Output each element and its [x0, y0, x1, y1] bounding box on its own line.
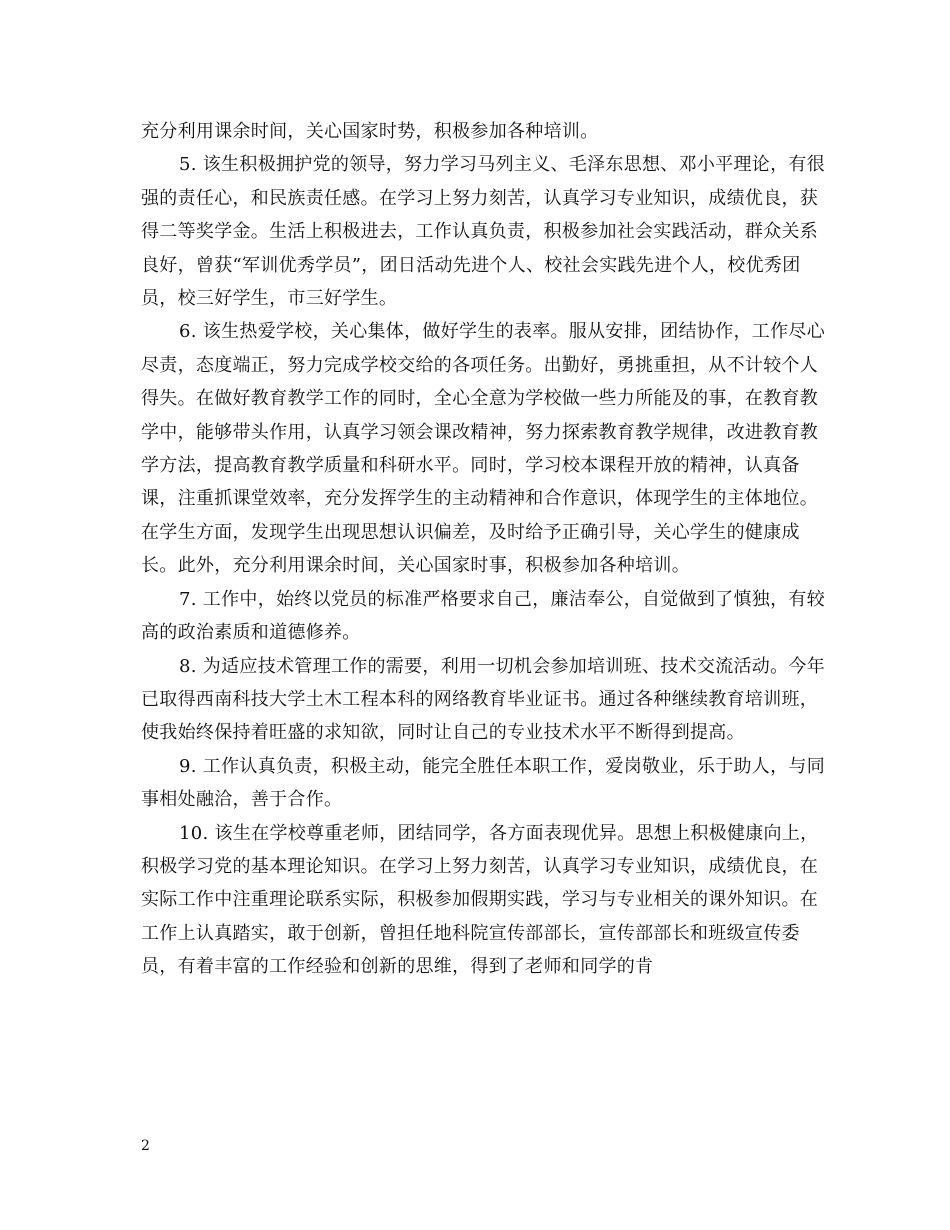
paragraph-continuation: 充分利用课余时间，关心国家时势，积极参加各种培训。 [141, 121, 599, 142]
paragraph-item-5: 5. 该生积极拥护党的领导，努力学习马列主义、毛泽东思想、邓小平理论，有很强的责任心，和民族责任感。在学习上努力刻苦，认真学习专业知识，成绩优良，获得二等奖学金。生活上积极进去，工作认真负责，积极参加社会实践活动，群众关系良好，曾获“军训优秀学员”，团日活动先进个人、校社会实践先进个人，校优秀团员，校三好学生，市三好学生。 [141, 154, 825, 310]
paragraph-item-9: 9. 工作认真负责，积极主动，能完全胜任本职工作，爱岗敬业，乐于助人，与同事相处融洽，善于合作。 [141, 755, 825, 811]
paragraph-item-10: 10. 该生在学校尊重老师，团结同学，各方面表现优异。思想上积极健康向上，积极学习党的基本理论知识。在学习上努力刻苦，认真学习专业知识，成绩优良，在实际工作中注重理论联系实际，积极参加假期实践，学习与专业相关的课外知识。在工作上认真踏实，敢于创新，曾担任地科院宣传部部长，宣传部部长和班级宣传委员，有着丰富的工作经验和创新的思维，得到了老师和同学的肯 [141, 822, 819, 978]
paragraph-item-6: 6. 该生热爱学校，关心集体，做好学生的表率。服从安排，团结协作，工作尽心尽责，态度端正，努力完成学校交给的各项任务。出勤好，勇挑重担，从不计较个人得失。在做好教育教学工作的同时，全心全意为学校做一些力所能及的事，在教育教学中，能够带头作用，认真学习领会课改精神，努力探索教育教学规律，改进教育教学方法，提高教育教学质量和科研水平。同时，学习校本课程开放的精神，认真备课，注重抓课堂效率，充分发挥学生的主动精神和合作意识，体现学生的主体地位。在学生方面，发现学生出现思想认识偏差，及时给予正确引导，关心学生的健康成长。此外，充分利用课余时间，关心国家时事，积极参加各种培训。 [141, 321, 825, 577]
paragraph-item-8: 8. 为适应技术管理工作的需要，利用一切机会参加培训班、技术交流活动。今年已取得西南科技大学土木工程本科的网络教育毕业证书。通过各种继续教育培训班，使我始终保持着旺盛的求知欲，同时让自己的专业技术水平不断得到提高。 [141, 655, 825, 744]
paragraph-item-7: 7. 工作中，始终以党员的标准严格要求自己，廉洁奉公，自觉做到了慎独，有较高的政治素质和道德修养。 [141, 588, 825, 644]
body-text [141, 115, 826, 984]
page-number: 2 [141, 1138, 150, 1154]
